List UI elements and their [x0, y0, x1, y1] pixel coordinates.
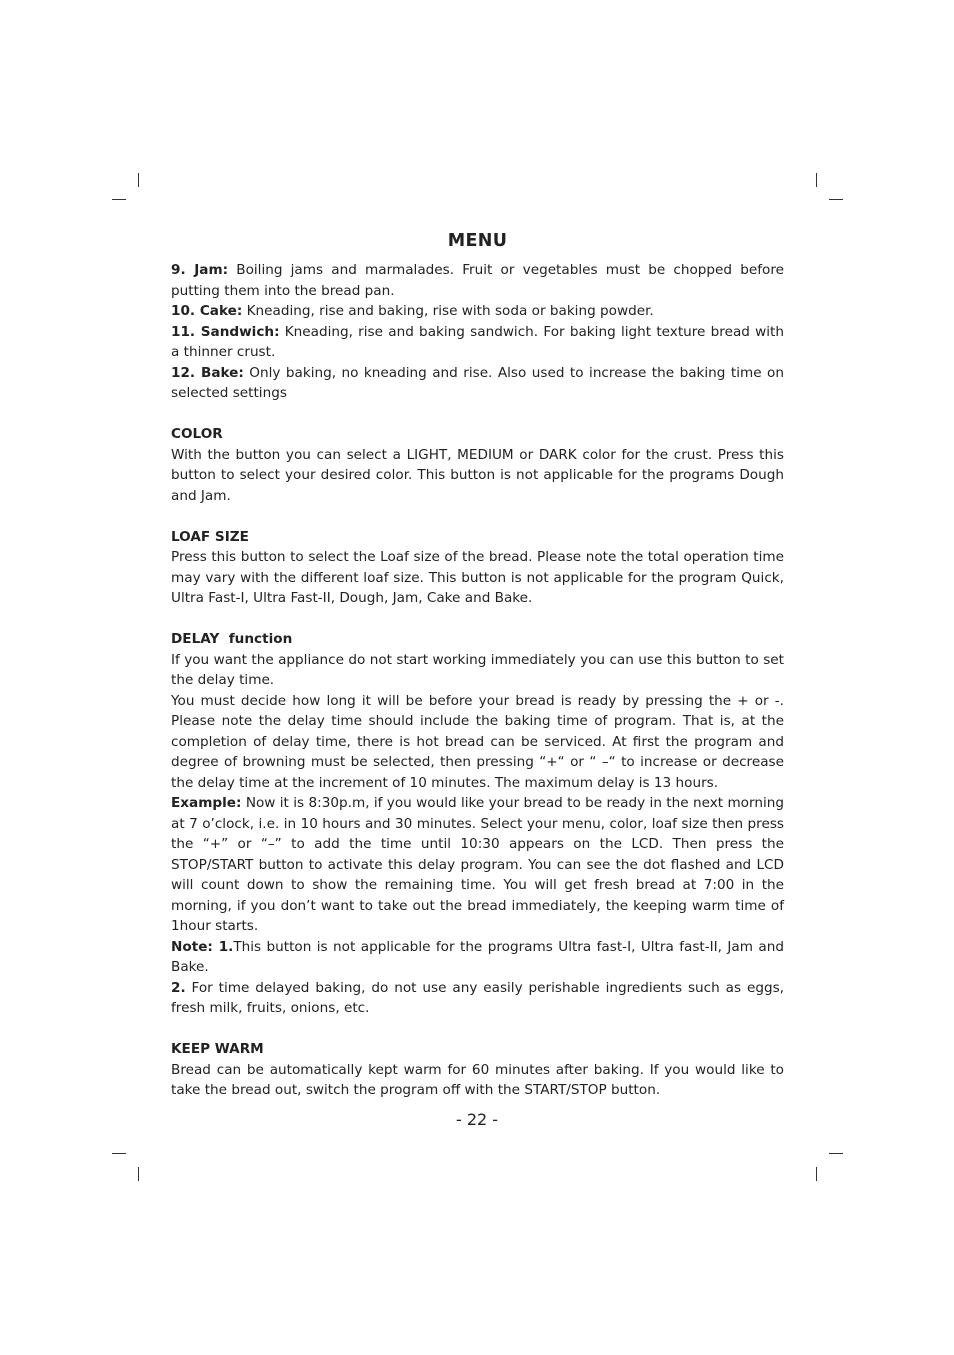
crop-mark-bottom-right-horizontal: [829, 1153, 843, 1154]
loaf-size-heading: LOAF SIZE: [171, 528, 249, 545]
menu-item-bake: [171, 363, 784, 404]
delay-example: [171, 793, 784, 937]
crop-mark-top-left-vertical: [138, 173, 139, 187]
menu-item-label: 9. Jam:: [171, 262, 229, 278]
menu-item-text: Kneading, rise and baking, rise with soda or baking powder.: [242, 303, 654, 319]
page-number: - 22 -: [455, 1110, 499, 1129]
delay-note-1: [171, 937, 784, 978]
loaf-size-text: Press this button to select the Loaf size of the bread. Please note the total operation time may vary with the different loaf size. This button is not applicable for the program Quick, Ultra Fast-I, Ultra Fast-II, Dough, Jam, Cake and Bake.: [171, 549, 784, 606]
crop-mark-bottom-left-vertical: [138, 1167, 139, 1181]
menu-item-label: 12. Bake:: [171, 364, 244, 381]
delay-paragraph-1: If you want the appliance do not start working immediately you can use this button to set the delay time.: [171, 651, 784, 688]
menu-item-jam: [171, 260, 784, 301]
menu-item-text: Boiling jams and marmalades. Fruit or vegetables must be chopped before putting them into the bread pan.: [171, 262, 784, 299]
page-title: MENU: [447, 231, 508, 251]
note-2-text: For time delayed baking, do not use any easily perishable ingredients such as eggs, fresh milk, fruits, onions, etc.: [171, 979, 784, 1016]
delay-note-2: [171, 978, 784, 1019]
crop-mark-bottom-left-horizontal: [112, 1153, 126, 1154]
menu-item-text: Only baking, no kneading and rise. Also used to increase the baking time on selected settings: [171, 364, 784, 401]
menu-item-cake: [171, 301, 784, 322]
keep-warm-heading: KEEP WARM: [171, 1041, 264, 1057]
delay-paragraph-2: You must decide how long it will be before your bread is ready by pressing the + or -. Please note the delay time should include the baking time of program. That is, at the completion of delay time, there is hot bread can be serviced. At first the program and degree of browning must be selected, then pressing “+“ or “ –“ to increase or decrease the delay time at the increment of 10 minutes. The maximum delay is 13 hours.: [171, 692, 784, 791]
keep-warm-text: Bread can be automatically kept warm for 60 minutes after baking. If you would like to take the bread out, switch the program off with the START/STOP button.: [171, 1061, 784, 1098]
menu-item-text: Kneading, rise and baking sandwich. For baking light texture bread with a thinner crust.: [171, 323, 784, 360]
crop-mark-top-left-horizontal: [112, 199, 126, 200]
example-text: Now it is 8:30p.m, if you would like your bread to be ready in the next morning at 7 o’clock, i.e. in 10 hours and 30 minutes. Select your menu, color, loaf size then press the “+” or “–” to add the time until 10:30 appears on the LCD. Then press the STOP/START button to activate this delay program. You can see the dot flashed and LCD will count down to show the remaining time. You will get fresh bread at 7:00 in the morning, if you don’t want to take out the bread immediately, the keeping warm time of 1hour starts.: [171, 795, 784, 934]
example-label: Example:: [171, 795, 242, 811]
note-label: Note: 1.: [171, 938, 234, 955]
note-2-label: 2.: [171, 979, 186, 996]
crop-mark-top-right-vertical: [816, 173, 817, 187]
menu-item-sandwich: [171, 322, 784, 363]
crop-mark-top-right-horizontal: [829, 199, 843, 200]
delay-heading: DELAY function: [171, 631, 293, 647]
menu-item-label: 10. Cake:: [171, 303, 243, 319]
page-content: [171, 228, 784, 1101]
menu-item-label: 11. Sandwich:: [171, 323, 280, 340]
crop-mark-bottom-right-vertical: [816, 1167, 817, 1181]
color-heading: COLOR: [171, 426, 223, 442]
note-text: This button is not applicable for the programs Ultra fast-I, Ultra fast-II, Jam and Bake.: [171, 938, 784, 975]
color-text: With the button you can select a LIGHT, MEDIUM or DARK color for the crust. Press this button to select your desired color. This button is not applicable for the programs Dough and Jam.: [171, 446, 784, 504]
